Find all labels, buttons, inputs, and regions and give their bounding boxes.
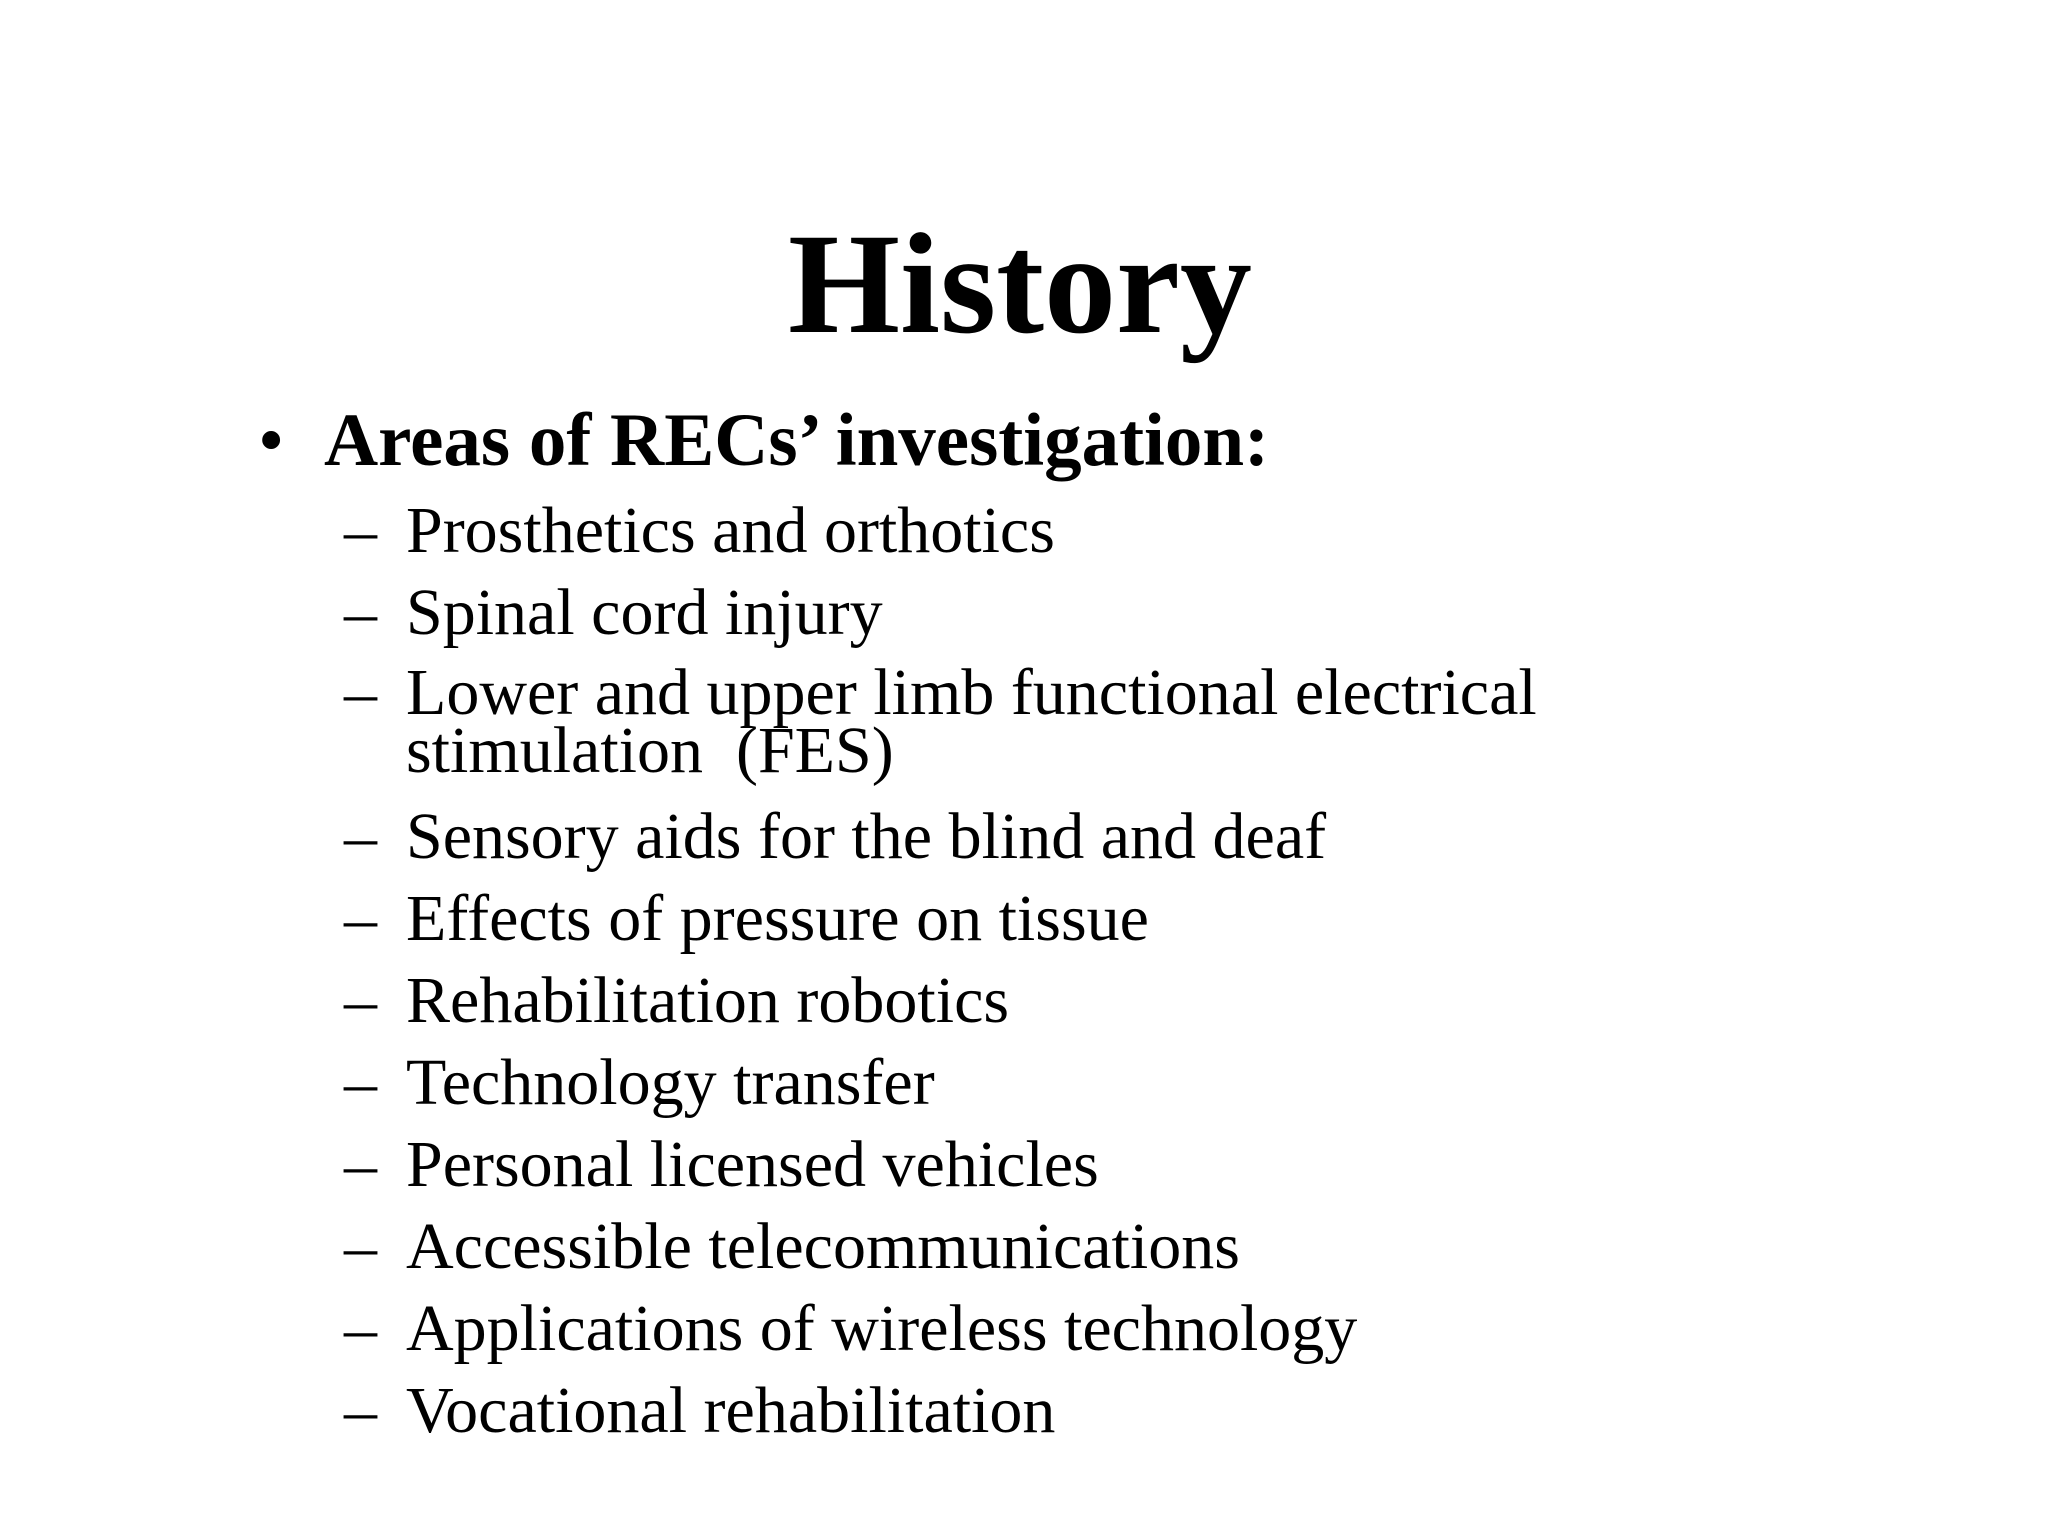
dash-marker: – — [344, 494, 377, 567]
list-item — [344, 1370, 1644, 1452]
dash-marker: – — [344, 800, 377, 873]
slide-title-text: History — [788, 205, 1252, 364]
dash-marker: – — [344, 964, 377, 1037]
sub-bullet-list — [344, 490, 1644, 1452]
dash-marker: – — [344, 1128, 377, 1201]
list-item — [344, 490, 1644, 572]
list-item-text: Sensory aids for the blind and deaf — [406, 800, 1327, 873]
bullet-marker: • — [258, 399, 285, 482]
main-bullet — [258, 396, 1269, 486]
list-item-text: Effects of pressure on tissue — [406, 882, 1149, 955]
main-bullet-text: Areas of RECs’ investigation: — [324, 399, 1270, 482]
list-item — [344, 572, 1644, 654]
list-item — [344, 1042, 1644, 1124]
list-item — [344, 796, 1644, 878]
list-item-text: Prosthetics and orthotics — [406, 494, 1055, 567]
list-item-text: Vocational rehabilitation — [406, 1374, 1056, 1447]
list-item-text: Spinal cord injury — [406, 576, 883, 649]
dash-marker: – — [344, 1374, 377, 1447]
list-item — [344, 1206, 1644, 1288]
dash-marker: – — [344, 1292, 377, 1365]
list-item-text: Applications of wireless technology — [406, 1292, 1358, 1365]
list-item-text: Technology transfer — [406, 1046, 935, 1119]
dash-marker: – — [344, 1210, 377, 1283]
list-item — [344, 654, 1706, 796]
dash-marker: – — [344, 576, 377, 649]
list-item — [344, 878, 1644, 960]
list-item-text: Personal licensed vehicles — [406, 1128, 1099, 1201]
dash-marker: – — [344, 882, 377, 955]
dash-marker: – — [344, 656, 377, 729]
list-item — [344, 1288, 1644, 1370]
list-item-text: Accessible telecommunications — [406, 1210, 1240, 1283]
list-item — [344, 960, 1644, 1042]
list-item-text: Lower and upper limb functional electrical stimulation (FES) — [406, 656, 1554, 787]
list-item — [344, 1124, 1644, 1206]
dash-marker: – — [344, 1046, 377, 1119]
slide-title — [0, 200, 2048, 370]
list-item-text: Rehabilitation robotics — [406, 964, 1010, 1037]
